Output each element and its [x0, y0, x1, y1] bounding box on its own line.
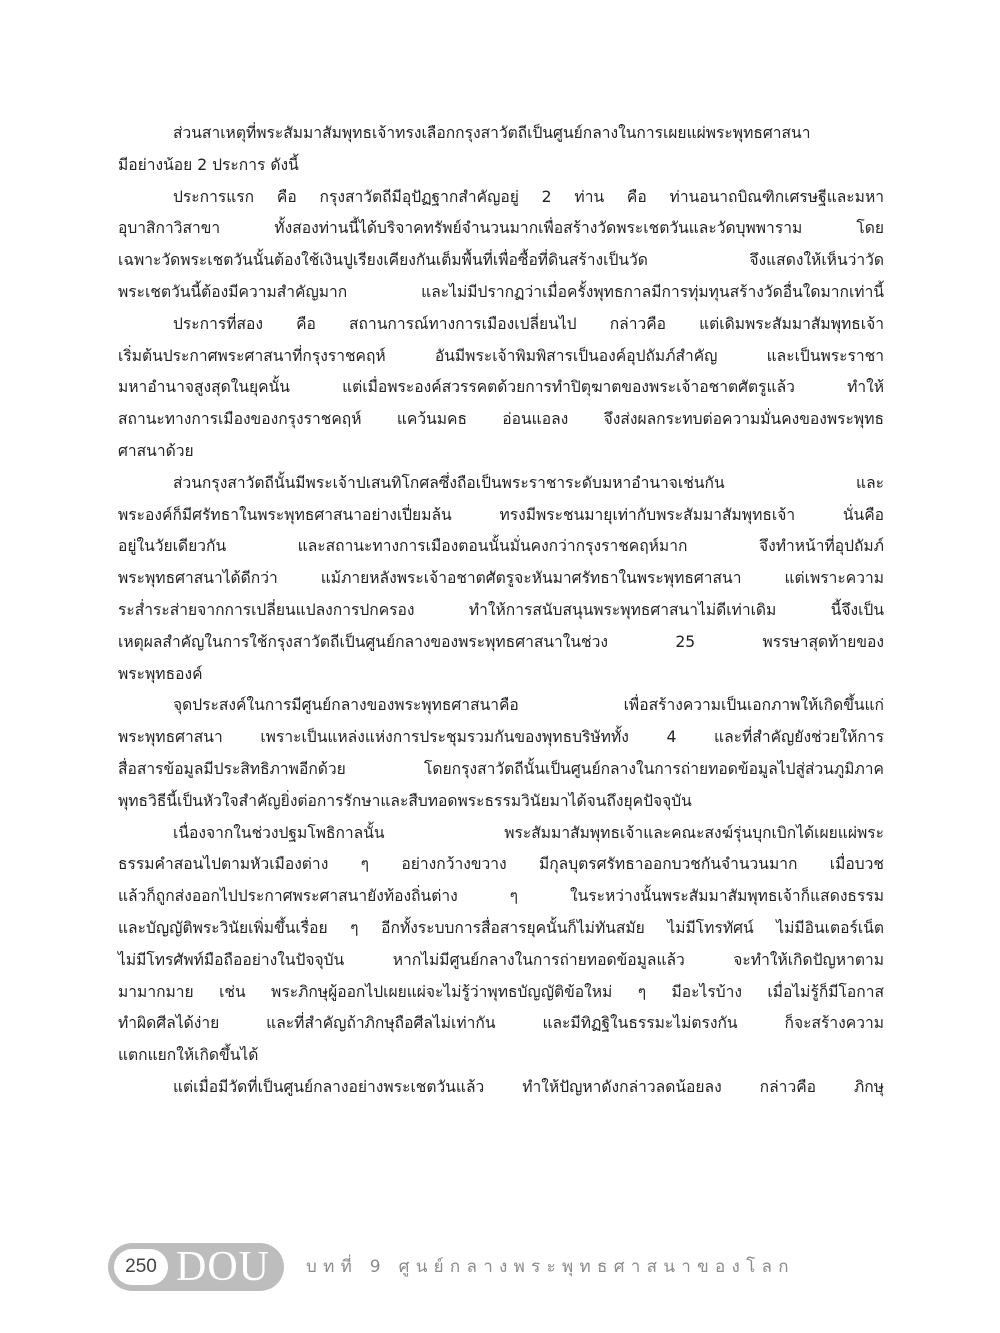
- text-line: ศาสนาด้วย: [118, 441, 194, 460]
- text-line: เหตุผลสำคัญในการใช้กรุงสาวัตถีเป็นศูนย์กลางของพระพุทธศาสนาในช่วง 25 พรรษาสุดท้ายของ: [118, 632, 884, 651]
- text-line: พระองค์ก็มีศรัทธาในพระพุทธศาสนาอย่างเปี่ยมล้น ทรงมีพระชนมายุเท่ากับพระสัมมาสัมพุทธเจ้า นั่นคือ: [118, 505, 884, 524]
- text-line: เริ่มต้นประกาศพระศาสนาที่กรุงราชคฤห์ อันมีพระเจ้าพิมพิสารเป็นองค์อุปถัมภ์สำคัญ และเป็นพระราชา: [118, 346, 884, 365]
- dou-logo: DOU: [176, 1244, 270, 1290]
- text-line: เฉพาะวัดพระเชตวันนั้นต้องใช้เงินปูเรียงเคียงกันเต็มพื้นที่เพื่อซื้อที่ดินสร้างเป็นวัด จึงแสดงให้เห็นว่าวัด: [118, 251, 884, 270]
- chapter-title: บทที่ 9 ศูนย์กลางพระพุทธศาสนาของโลก: [306, 1257, 795, 1277]
- text-line: เนื่องจากในช่วงปฐมโพธิกาลนั้น พระสัมมาสัมพุทธเจ้าและคณะสงฆ์รุ่นบุกเบิกได้เผยแผ่พระ: [173, 823, 884, 842]
- text-line: ทำผิดศีลได้ง่าย และที่สำคัญถ้าภิกษุถือศีลไม่เท่ากัน และมีทิฏฐิในธรรมะไม่ตรงกัน ก็จะสร้างความ: [118, 1014, 884, 1033]
- text-line: ระส่ำระส่ายจากการเปลี่ยนแปลงการปกครอง ทำให้การสนับสนุนพระพุทธศาสนาไม่ดีเท่าเดิม นี้จึงเป็น: [118, 600, 884, 619]
- text-line: ประการที่สอง คือ สถานการณ์ทางการเมืองเปลี่ยนไป กล่าวคือ แต่เดิมพระสัมมาสัมพุทธเจ้า: [173, 314, 884, 333]
- text-line: อยู่ในวัยเดียวกัน และสถานะทางการเมืองตอนนั้นมั่นคงกว่ากรุงราชคฤห์มาก จึงทำหน้าที่อุปถัมภ์: [118, 537, 884, 556]
- text-line: ธรรมคำสอนไปตามหัวเมืองต่าง ๆ อย่างกว้างขวาง มีกุลบุตรศรัทธาออกบวชกันจำนวนมาก เมื่อบวช: [118, 855, 884, 874]
- text-line: มามากมาย เช่น พระภิกษุผู้ออกไปเผยแผ่จะไม่รู้ว่าพุทธบัญญัติข้อใหม่ ๆ มีอะไรบ้าง เมื่อไม่รู้ก็มีโอกาส: [118, 982, 884, 1001]
- text-line: พระพุทธศาสนา เพราะเป็นแหล่งแห่งการประชุมรวมกันของพุทธบริษัททั้ง 4 และที่สำคัญยังช่วยให้การ: [118, 728, 884, 747]
- text-line: พระพุทธศาสนาได้ดีกว่า แม้ภายหลังพระเจ้าอชาตศัตรูจะหันมาศรัทธาในพระพุทธศาสนา แต่เพราะความ: [118, 569, 884, 588]
- text-line: มีอย่างน้อย 2 ประการ ดังนี้: [118, 155, 299, 174]
- text-line: แล้วก็ถูกส่งออกไปประกาศพระศาสนายังท้องถิ่นต่าง ๆ ในระหว่างนั้นพระสัมมาสัมพุทธเจ้าก็แสดงธรรม: [118, 887, 884, 906]
- text-line: ไม่มีโทรศัพท์มือถืออย่างในปัจจุบัน หากไม่มีศูนย์กลางในการถ่ายทอดข้อมูลแล้ว จะทำให้เกิดปัญหาตาม: [118, 950, 884, 969]
- text-line: ส่วนกรุงสาวัตถีนั้นมีพระเจ้าปเสนทิโกศลซึ่งถือเป็นพระราชาระดับมหาอำนาจเช่นกัน และ: [173, 473, 884, 492]
- text-line: สื่อสารข้อมูลมีประสิทธิภาพอีกด้วย โดยกรุงสาวัตถีนั้นเป็นศูนย์กลางในการถ่ายทอดข้อมูลไปสู่ส่วนภูมิภาค: [118, 759, 884, 778]
- text-line: แตกแยกให้เกิดขึ้นได้: [118, 1046, 259, 1065]
- text-line: พระเชตวันนี้ต้องมีความสำคัญมาก และไม่มีปรากฏว่าเมื่อครั้งพุทธกาลมีการทุ่มทุนสร้างวัดอื่นใดมากเท่านี้: [118, 282, 884, 301]
- text-line: พระพุทธองค์: [118, 664, 203, 683]
- text-line: พุทธวิธีนี้เป็นหัวใจสำคัญยิ่งต่อการรักษาและสืบทอดพระธรรมวินัยมาได้จนถึงยุคปัจจุบัน: [118, 791, 692, 810]
- text-line: สถานะทางการเมืองของกรุงราชคฤห์ แคว้นมคธ อ่อนแอลง จึงส่งผลกระทบต่อความมั่นคงของพระพุทธ: [118, 410, 884, 429]
- text-line: อุบาสิกาวิสาขา ทั้งสองท่านนี้ได้บริจาคทรัพย์จำนวนมากเพื่อสร้างวัดพระเชตวันและวัดบุพพาราม โดย: [118, 219, 884, 238]
- text-line: และบัญญัติพระวินัยเพิ่มขึ้นเรื่อย ๆ อีกทั้งระบบการสื่อสารยุคนั้นก็ไม่ทันสมัย ไม่มีโทรทัศน์ ไม่มีอินเตอร์เน็ต: [118, 918, 884, 937]
- text-line: ประการแรก คือ กรุงสาวัตถีมีอุปัฏฐากสำคัญอยู่ 2 ท่าน คือ ท่านอนาถบิณฑิกเศรษฐีและมหา: [173, 187, 884, 206]
- page-footer: [108, 1243, 808, 1291]
- text-line: แต่เมื่อมีวัดที่เป็นศูนย์กลางอย่างพระเชตวันแล้ว ทำให้ปัญหาดังกล่าวลดน้อยลง กล่าวคือ ภิกษุ: [173, 1077, 884, 1096]
- text-line: ส่วนสาเหตุที่พระสัมมาสัมพุทธเจ้าทรงเลือกกรุงสาวัตถีเป็นศูนย์กลางในการเผยแผ่พระพุทธศาสนา: [173, 124, 811, 142]
- footer-badge: [108, 1243, 284, 1291]
- body-text: [118, 118, 884, 1104]
- text-line: มหาอำนาจสูงสุดในยุคนั้น แต่เมื่อพระองค์สวรรคตด้วยการทำปิตุฆาตของพระเจ้าอชาตศัตรูแล้ว ทำให้: [118, 378, 884, 397]
- text-line: จุดประสงค์ในการมีศูนย์กลางของพระพุทธศาสนาคือ เพื่อสร้างความเป็นเอกภาพให้เกิดขึ้นแก่: [173, 696, 884, 715]
- page-number: 250: [114, 1249, 168, 1285]
